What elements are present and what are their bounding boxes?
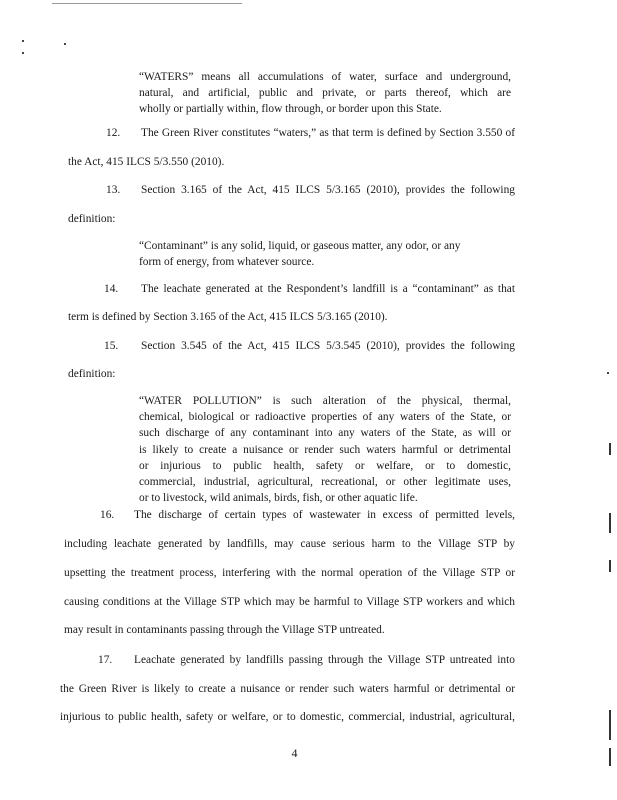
scan-speck	[22, 40, 24, 42]
paragraph-line: injurious to public health, safety or welfare, or to domestic, commercial, industrial, agricultural,	[60, 711, 515, 723]
quote-line: “WATERS” means all accumulations of water, surface and underground,	[139, 71, 511, 83]
paragraph-line: definition:	[68, 213, 116, 225]
paragraph-line: definition:	[68, 368, 116, 380]
paragraph-number: 17.	[98, 654, 113, 666]
paragraph-line: causing conditions at the Village STP which may be harmful to Village STP workers and which	[64, 596, 515, 608]
paragraph-number: 12.	[106, 127, 121, 139]
paragraph-line: Section 3.165 of the Act, 415 ILCS 5/3.165 (2010), provides the following	[141, 184, 515, 196]
paragraph-number: 14.	[104, 283, 119, 295]
paragraph-line: the Green River is likely to create a nuisance or render such waters harmful or detrimental or	[60, 683, 515, 695]
paragraph-line: upsetting the treatment process, interfering with the normal operation of the Village STP or	[64, 567, 515, 579]
scan-margin-mark	[609, 748, 611, 766]
quote-line: form of energy, from whatever source.	[139, 256, 315, 269]
scan-margin-mark	[609, 443, 611, 455]
paragraph-number: 13.	[106, 184, 121, 196]
paragraph-line: may result in contaminants passing through the Village STP untreated.	[64, 624, 385, 636]
paragraph-line: The leachate generated at the Respondent’s landfill is a “contaminant” as that	[141, 283, 515, 295]
paragraph-line: including leachate generated by landfills, may cause serious harm to the Village STP by	[64, 538, 515, 550]
scan-margin-mark	[609, 560, 611, 572]
quote-line: “Contaminant” is any solid, liquid, or gaseous matter, any odor, or any	[139, 240, 461, 252]
quote-line: “WATER POLLUTION” is such alteration of the physical, thermal,	[139, 395, 511, 407]
paragraph-line: Leachate generated by landfills passing through the Village STP untreated into	[134, 654, 515, 666]
scan-speck	[607, 372, 609, 374]
paragraph-line: Section 3.545 of the Act, 415 ILCS 5/3.545 (2010), provides the following	[141, 340, 515, 352]
quote-line: or to livestock, wild animals, birds, fish, or other aquatic life.	[139, 492, 418, 505]
page-number: 4	[291, 746, 298, 760]
scan-speck	[22, 52, 24, 54]
scan-speck	[52, 3, 242, 4]
quote-line: chemical, biological or radioactive properties of any waters of the State, or	[139, 411, 511, 424]
quote-line: is likely to create a nuisance or render such waters harmful or detrimental	[139, 443, 511, 456]
paragraph-number: 15.	[104, 340, 119, 352]
scan-speck	[64, 43, 66, 45]
quote-line: such discharge of any contaminant into any waters of the State, as will or	[139, 427, 511, 440]
paragraph-number: 16.	[100, 509, 115, 521]
quote-contaminant-definition	[139, 238, 511, 270]
paragraph-line: The discharge of certain types of wastewater in excess of permitted levels,	[134, 509, 515, 521]
quote-line: commercial, industrial, agricultural, recreational, or other legitimate uses,	[139, 476, 511, 489]
paragraph-line: the Act, 415 ILCS 5/3.550 (2010).	[68, 156, 225, 168]
quote-waters-definition	[139, 69, 511, 118]
quote-line: natural, and artificial, public and private, or parts thereof, which are	[139, 87, 511, 100]
scan-margin-mark	[609, 513, 611, 533]
paragraph-line: The Green River constitutes “waters,” as that term is defined by Section 3.550 of	[141, 127, 515, 139]
quote-line: wholly or partially within, flow through, or border upon this State.	[139, 103, 442, 116]
paragraph-line: term is defined by Section 3.165 of the Act, 415 ILCS 5/3.165 (2010).	[68, 311, 388, 323]
scan-margin-mark	[609, 710, 611, 740]
quote-line: or injurious to public health, safety or welfare, or to domestic,	[139, 459, 511, 472]
quote-water-pollution-definition	[139, 393, 511, 506]
